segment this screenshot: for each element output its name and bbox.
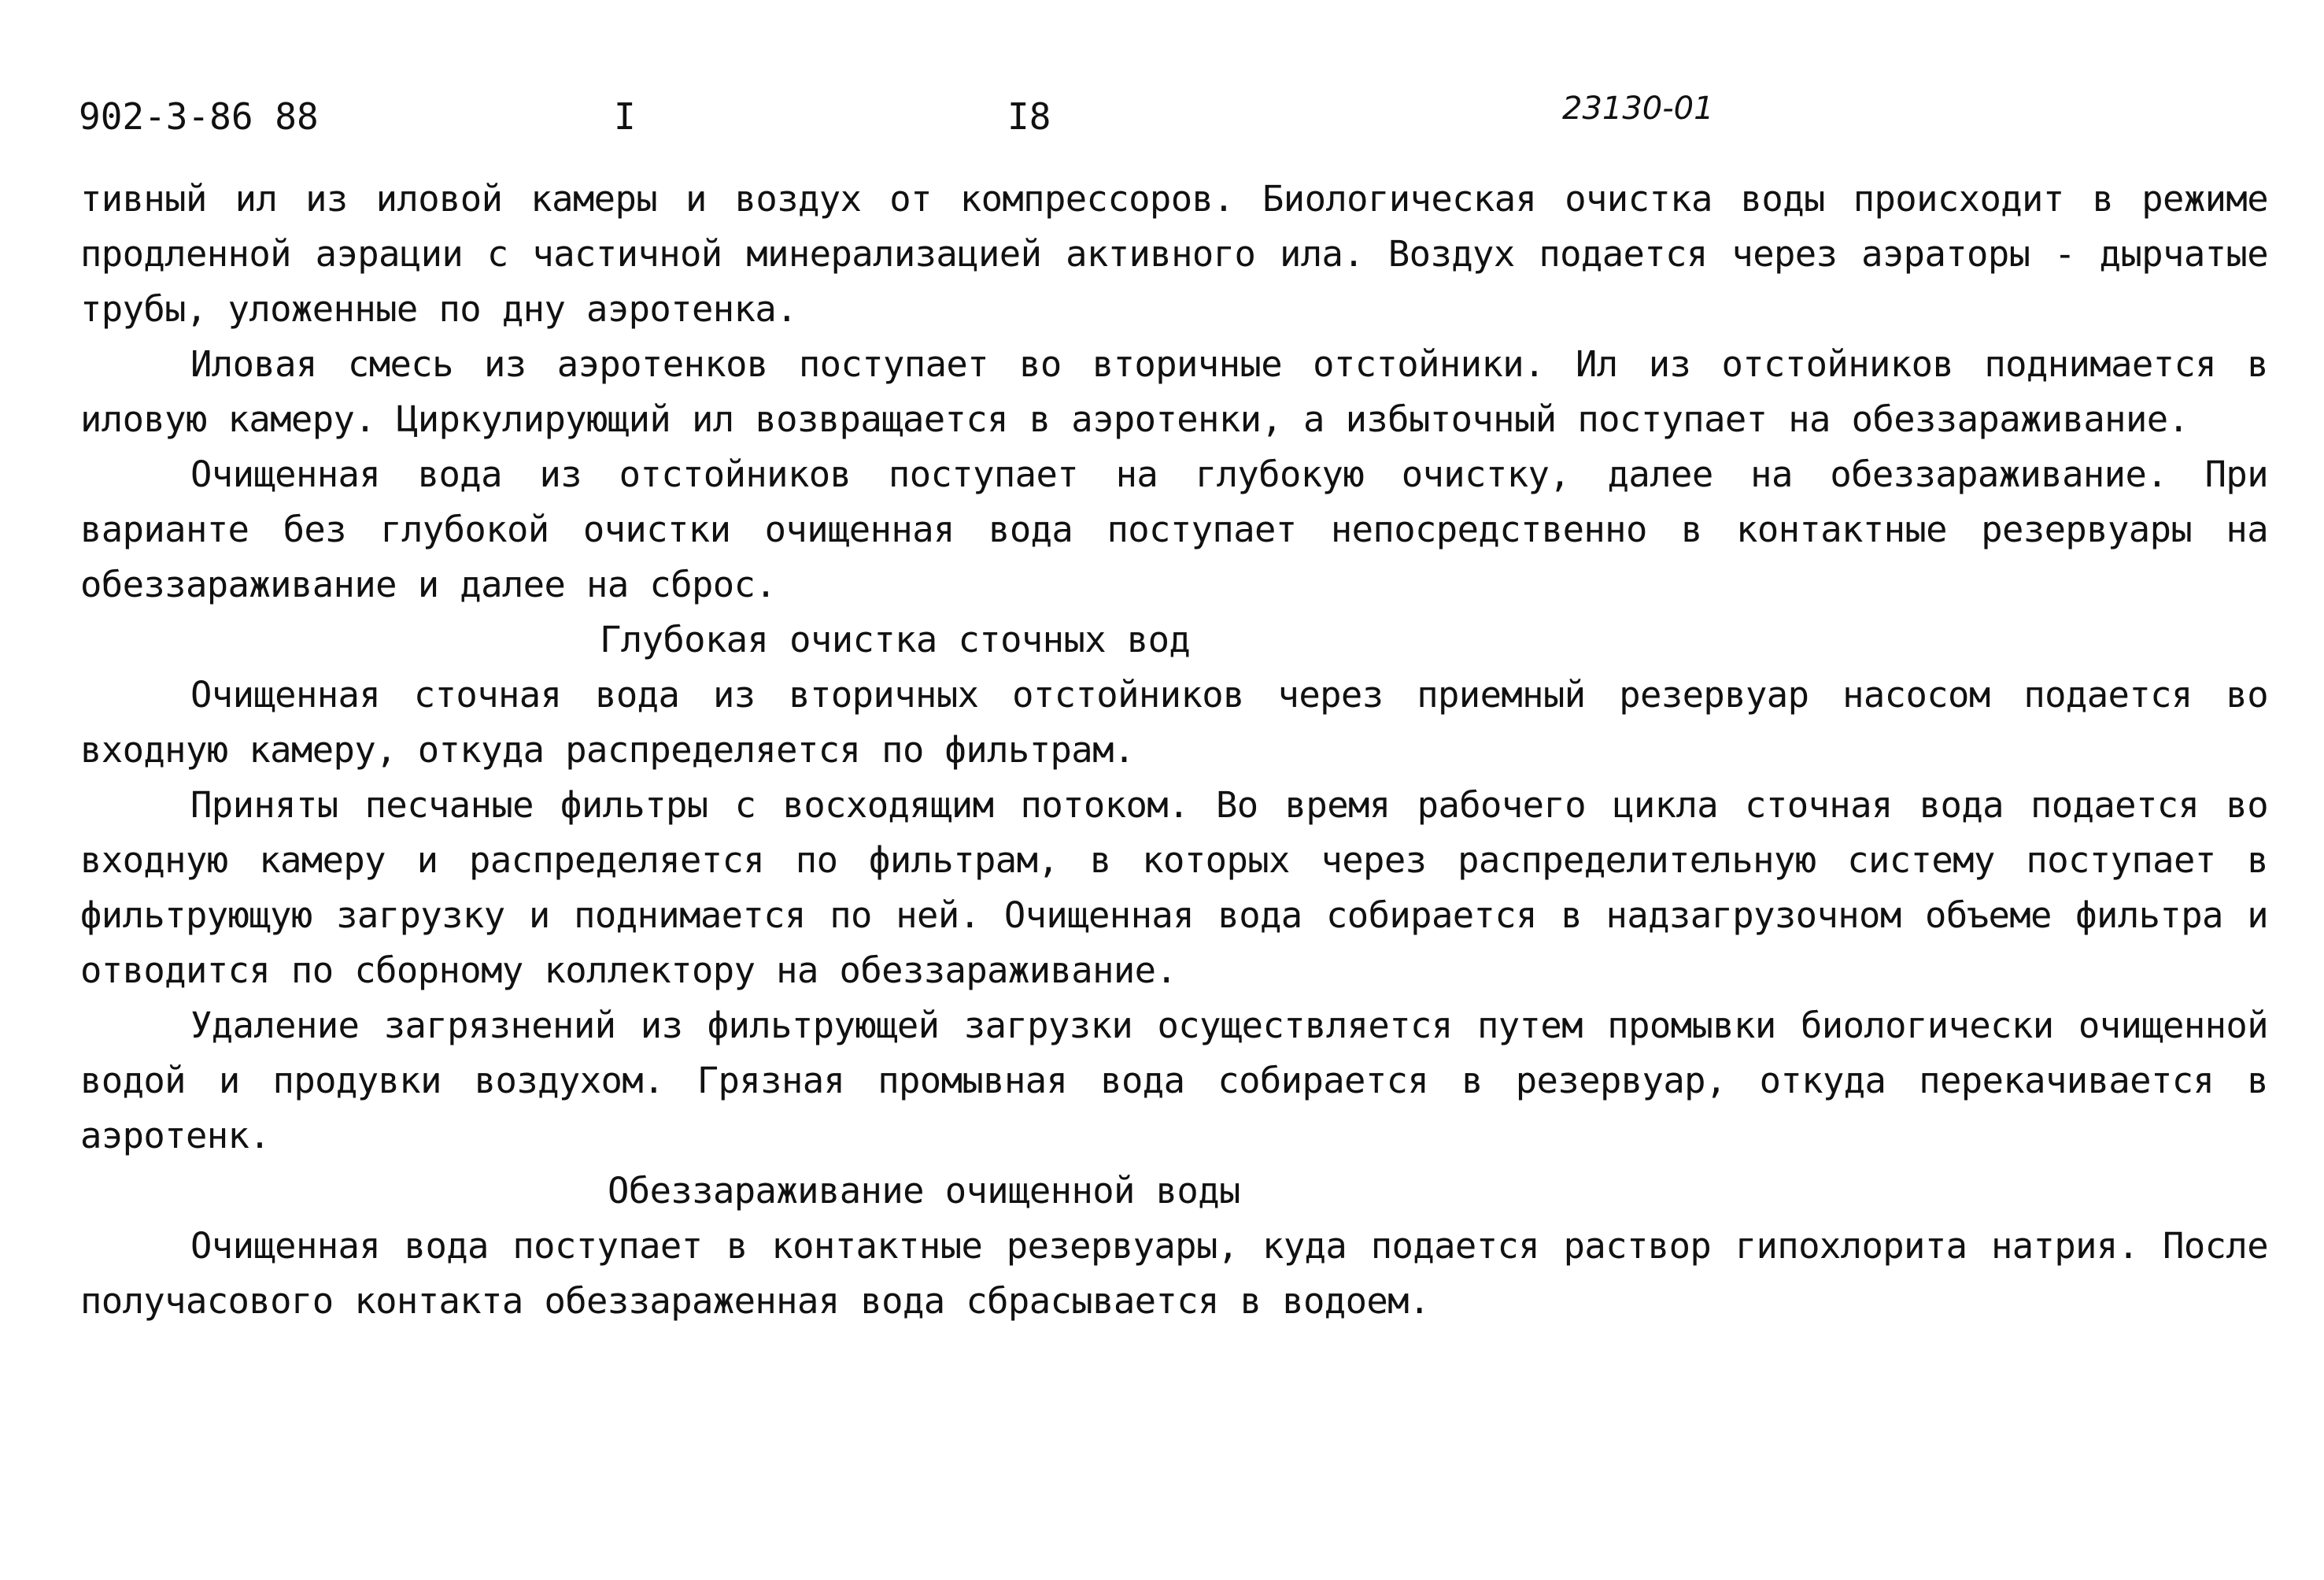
section-number: I	[614, 95, 636, 138]
section-heading-deep-treatment: Глубокая очистка сточных вод	[600, 619, 1191, 660]
document-code: 902-3-86 88	[79, 95, 319, 138]
paragraph-aeration: тивный ил из иловой камеры и воздух от компрессоров. Биологическая очистка воды происходит в режиме продленной аэрации с частичной минерализацией активного ила. Воздух подается через аэраторы - дырчатые трубы, уложенные по дну аэротенка.	[80, 178, 2268, 330]
paragraph-treated-water: Очищенная вода из отстойников поступает на глубокую очистку, далее на обеззараживание. При варианте без глубокой очистки очищенная вода поступает непосредственно в контактные резервуары на обеззараживание и далее на сброс.	[80, 453, 2268, 605]
paragraph-disinfection: Очищенная вода поступает в контактные резервуары, куда подается раствор гипохлорита натрия. После получасового контакта обеззараженная вода сбрасывается в водоем.	[80, 1225, 2268, 1322]
paragraph-flushing: Удаление загрязнений из фильтрующей загрузки осуществляется путем промывки биологически очищенной водой и продувки воздухом. Грязная промывная вода собирается в резервуар, откуда перекачивается в аэротенк.	[80, 1005, 2268, 1156]
paragraph-sludge: Иловая смесь из аэротенков поступает во вторичные отстойники. Ил из отстойников поднимается в иловую камеру. Циркулирующий ил возвращается в аэротенки, а избыточный поступает на обеззараживание.	[80, 343, 2268, 440]
page-number: I8	[1007, 95, 1051, 138]
paragraph-intake: Очищенная сточная вода из вторичных отстойников через приемный резервуар насосом подается во входную камеру, откуда распределяется по фильтрам.	[80, 674, 2268, 771]
handwritten-stamp: 23130-01	[1562, 91, 1714, 127]
section-heading-disinfection: Обеззараживание очищенной воды	[608, 1170, 1240, 1212]
document-body	[80, 172, 2268, 1329]
paragraph-filters: Приняты песчаные фильтры с восходящим потоком. Во время рабочего цикла сточная вода подается во входную камеру и распределяется по фильтрам, в которых через распределительную систему поступает в фильтрующую загрузку и поднимается по ней. Очищенная вода собирается в надзагрузочном объеме фильтра и отводится по сборному коллектору на обеззараживание.	[80, 784, 2268, 991]
